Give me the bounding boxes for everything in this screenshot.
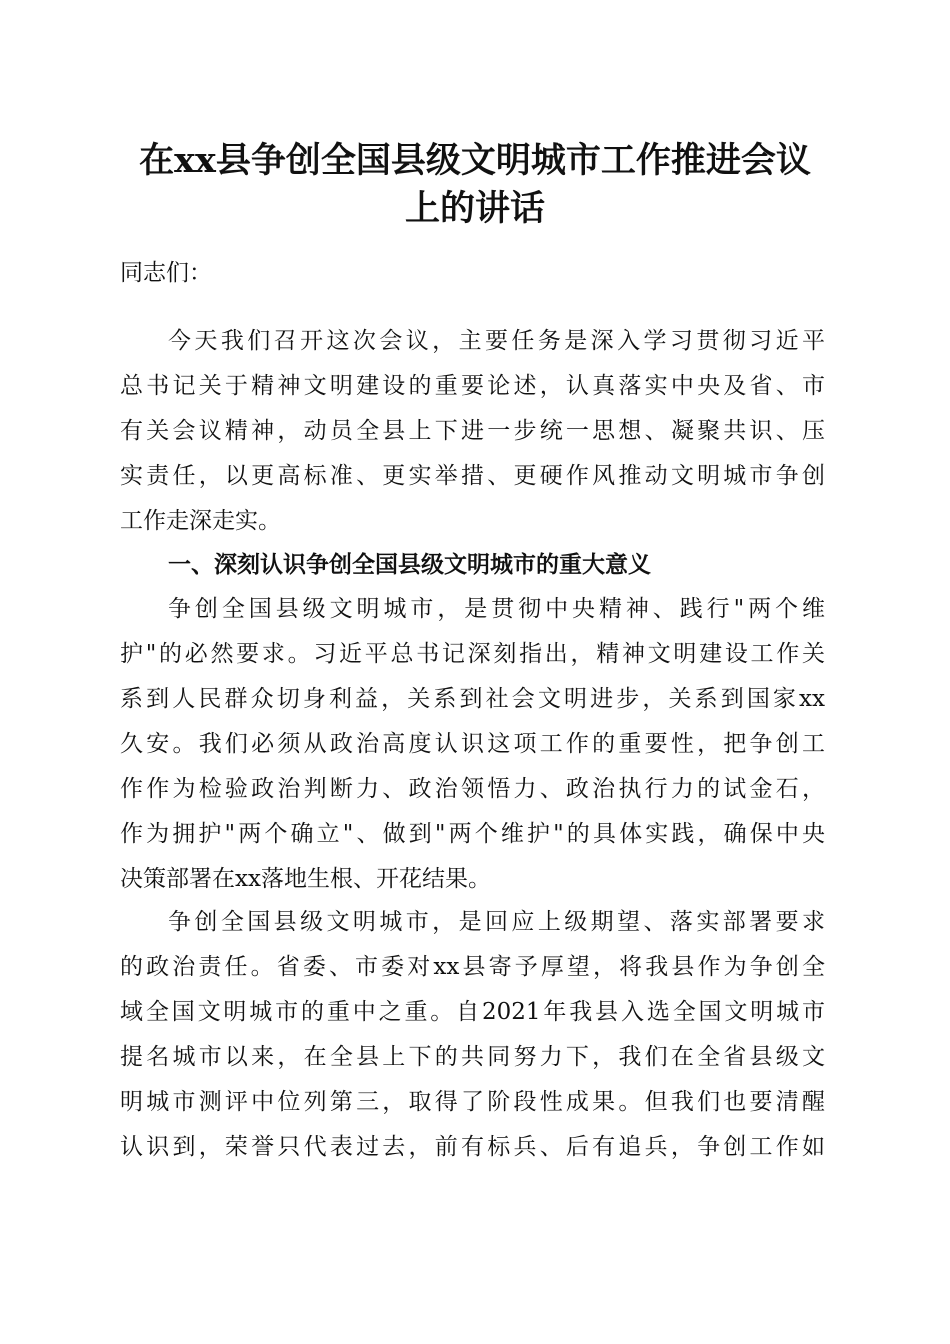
paragraph-line: 久安。我们必须从政治高度认识这项工作的重要性，把争创工 bbox=[120, 731, 825, 757]
intro-line: 今天我们召开这次会议，主要任务是深入学习贯彻习近平 bbox=[168, 328, 825, 354]
paragraph-line: 提名城市以来，在全县上下的共同努力下，我们在全省县级文 bbox=[120, 1044, 825, 1070]
paragraph-line: 决策部署在xx落地生根、开花结果。 bbox=[120, 866, 491, 892]
intro-line: 有关会议精神，动员全县上下进一步统一思想、凝聚共识、压 bbox=[120, 418, 825, 444]
paragraph-line: 护"的必然要求。习近平总书记深刻指出，精神文明建设工作关 bbox=[120, 641, 825, 667]
document-title-line1: 在xx县争创全国县级文明城市工作推进会议 bbox=[139, 140, 811, 181]
paragraph-line: 作作为检验政治判断力、政治领悟力、政治执行力的试金石， bbox=[120, 776, 825, 802]
intro-line: 实责任，以更高标准、更实举措、更硬作风推动文明城市争创 bbox=[120, 463, 825, 489]
paragraph-line: 认识到，荣誉只代表过去，前有标兵、后有追兵，争创工作如 bbox=[120, 1134, 825, 1160]
intro-line: 工作走深走实。 bbox=[120, 508, 281, 534]
paragraph-line: 明城市测评中位列第三，取得了阶段性成果。但我们也要清醒 bbox=[120, 1089, 825, 1115]
paragraph-line: 争创全国县级文明城市，是回应上级期望、落实部署要求 bbox=[168, 909, 825, 935]
section-heading: 一、深刻认识争创全国县级文明城市的重大意义 bbox=[168, 552, 651, 578]
paragraph-line: 作为拥护"两个确立"、做到"两个维护"的具体实践，确保中央 bbox=[120, 821, 825, 847]
greeting: 同志们： bbox=[120, 260, 212, 286]
paragraph-line: 域全国文明城市的重中之重。自2021年我县入选全国文明城市 bbox=[120, 999, 825, 1025]
paragraph-line: 的政治责任。省委、市委对xx县寄予厚望，将我县作为争创全 bbox=[120, 954, 825, 980]
paragraph-line: 系到人民群众切身利益，关系到社会文明进步，关系到国家xx bbox=[120, 686, 825, 712]
document-title-line2: 上的讲话 bbox=[404, 188, 545, 229]
intro-line: 总书记关于精神文明建设的重要论述，认真落实中央及省、市 bbox=[120, 373, 825, 399]
paragraph-line: 争创全国县级文明城市，是贯彻中央精神、践行"两个维 bbox=[168, 596, 825, 622]
